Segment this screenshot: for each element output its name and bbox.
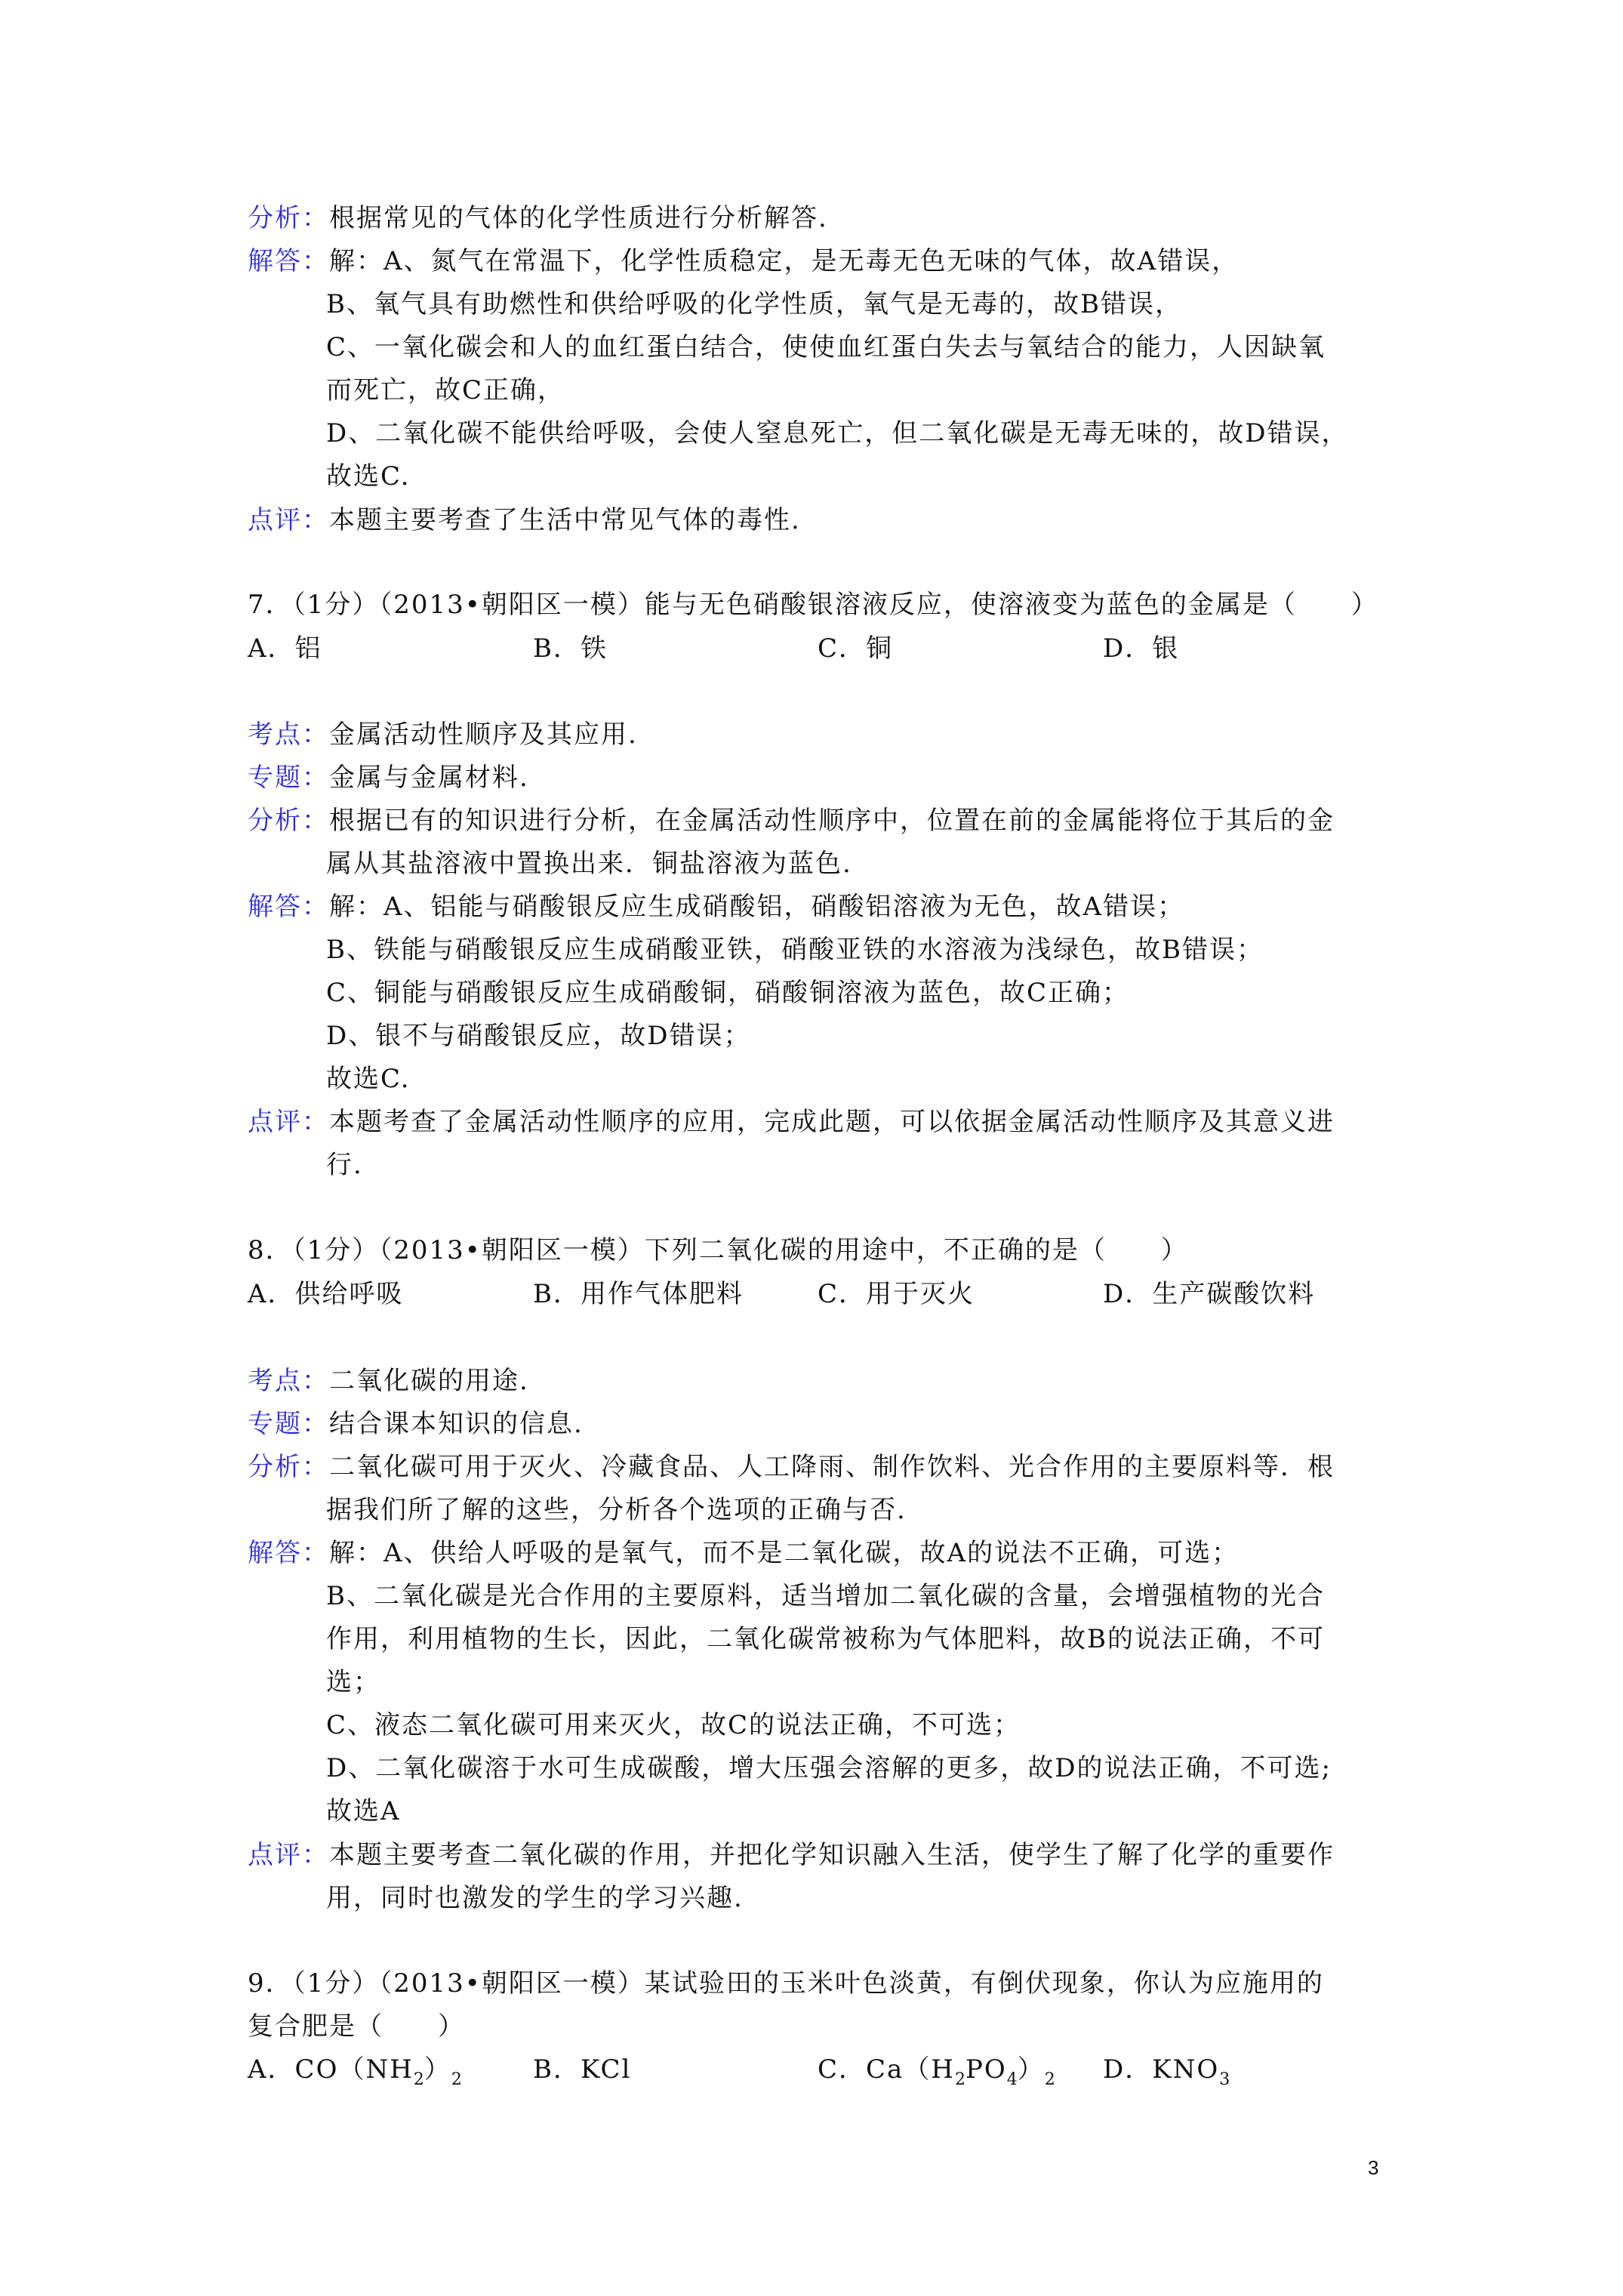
- q8-answer-line-2: B、二氧化碳是光合作用的主要原料，适当增加二氧化碳的含量，会增强植物的光合: [326, 1581, 1325, 1611]
- q8-point-line: [248, 1364, 529, 1398]
- analysis-text: 根据已有的知识进行分析，在金属活动性顺序中，位置在前的金属能将位于其后的金: [329, 806, 1335, 836]
- point-text: 金属活动性顺序及其应用.: [329, 720, 638, 750]
- q7-comment-line-1: [248, 1105, 1335, 1139]
- q9-option-a: A．$CO(NH_2)_2$: [248, 2054, 462, 2089]
- q6-answer-line-1: [248, 244, 1239, 279]
- analysis-text: 根据常见的气体的化学性质进行分析解答.: [329, 203, 828, 233]
- answer-label: 解答：: [248, 1538, 329, 1568]
- analysis-label: 分析：: [248, 1452, 329, 1482]
- q8-topic-line: [248, 1407, 584, 1441]
- q7-comment-line-2: 行.: [326, 1150, 363, 1180]
- topic-label: 专题：: [248, 1409, 329, 1439]
- q8-analysis-line-2: 据我们所了解的这些，分析各个选项的正确与否.: [326, 1495, 907, 1525]
- q7-analysis-line-2: 属从其盐溶液中置换出来．铜盐溶液为蓝色.: [326, 849, 852, 879]
- point-label: 考点：: [248, 720, 329, 750]
- q8-option-a: A．供给呼吸: [248, 1279, 404, 1309]
- point-label: 考点：: [248, 1366, 329, 1396]
- q8-answer-line-7: 故选A: [326, 1796, 401, 1826]
- comment-text: 本题考查了金属活动性顺序的应用，完成此题，可以依据金属活动性顺序及其意义进: [329, 1107, 1335, 1137]
- q7-answer-line-3: C、铜能与硝酸银反应生成硝酸铜，硝酸铜溶液为蓝色，故C正确；: [326, 978, 1130, 1008]
- q6-answer-line-5: D、二氧化碳不能供给呼吸，会使人窒息死亡，但二氧化碳是无毒无味的，故D错误，: [326, 418, 1349, 448]
- q7-point-line: [248, 717, 638, 752]
- q9-stem-line-1: 9．（1分）（2013•朝阳区一模）某试验田的玉米叶色淡黄，有倒伏现象，你认为应施用的: [248, 1968, 1324, 1999]
- comment-label: 点评：: [248, 1840, 329, 1870]
- answer-text: 解：A、氮气在常温下，化学性质稳定，是无毒无色无味的气体，故A错误，: [329, 246, 1240, 276]
- q8-answer-line-6: D、二氧化碳溶于水可生成碳酸，增大压强会溶解的更多，故D的说法正确，不可选;: [326, 1753, 1332, 1783]
- analysis-label: 分析：: [248, 806, 329, 836]
- q9-option-d: D．$KNO_3$: [1103, 2054, 1230, 2089]
- answer-text: 解：A、铝能与硝酸银反应生成硝酸铝，硝酸铝溶液为无色，故A错误；: [329, 892, 1185, 922]
- analysis-text: 二氧化碳可用于灭火、冷藏食品、人工降雨、制作饮料、光合作用的主要原料等．根: [329, 1452, 1335, 1482]
- q8-option-b: B．用作气体肥料: [533, 1279, 744, 1309]
- q8-answer-line-5: C、液态二氧化碳可用来灭火，故C的说法正确，不可选；: [326, 1710, 1021, 1740]
- q6-answer-line-4: 而死亡，故C正确，: [326, 375, 565, 405]
- q6-answer-line-2: B、氧气具有助燃性和供给呼吸的化学性质，氧气是无毒的，故B错误，: [326, 289, 1182, 319]
- q8-comment-line-1: [248, 1838, 1335, 1872]
- comment-text: 本题主要考查二氧化碳的作用，并把化学知识融入生活，使学生了解了化学的重要作: [329, 1840, 1335, 1870]
- comment-label: 点评：: [248, 505, 329, 535]
- q6-analysis-line: [248, 201, 828, 236]
- q7-answer-line-4: D、银不与硝酸银反应，故D错误；: [326, 1021, 751, 1051]
- comment-text: 本题主要考查了生活中常见气体的毒性.: [329, 505, 801, 535]
- q8-option-d: D．生产碳酸饮料: [1103, 1279, 1316, 1309]
- q8-comment-line-2: 用，同时也激发的学生的学习兴趣.: [326, 1883, 744, 1913]
- answer-label: 解答：: [248, 246, 329, 276]
- q7-option-d: D．银: [1103, 633, 1180, 664]
- topic-text: 结合课本知识的信息.: [329, 1409, 584, 1439]
- point-text: 二氧化碳的用途.: [329, 1366, 529, 1396]
- q7-stem: 7．（1分）（2013•朝阳区一模）能与无色硝酸银溶液反应，使溶液变为蓝色的金属是（ ）: [248, 590, 1378, 620]
- q8-option-c: C．用于灭火: [818, 1279, 975, 1309]
- analysis-label: 分析：: [248, 203, 329, 233]
- q9-option-c: C．$Ca(H_2PO_4)_2$: [818, 2054, 1055, 2089]
- q7-topic-line: [248, 760, 529, 795]
- q6-answer-line-6: 故选C.: [326, 461, 411, 492]
- q7-answer-line-1: [248, 889, 1184, 924]
- q9-option-b: B．KCl: [533, 2054, 632, 2085]
- q7-analysis-line-1: [248, 803, 1335, 838]
- q9-stem-line-2: 复合肥是（ ）: [248, 2011, 465, 2042]
- q8-analysis-line-1: [248, 1450, 1335, 1484]
- q7-answer-line-5: 故选C.: [326, 1064, 411, 1094]
- q8-answer-line-4: 选；: [326, 1667, 380, 1697]
- q7-answer-line-2: B、铁能与硝酸银反应生成硝酸亚铁，硝酸亚铁的水溶液为浅绿色，故B错误；: [326, 935, 1264, 965]
- q7-option-b: B．铁: [533, 633, 608, 664]
- answer-text: 解：A、供给人呼吸的是氧气，而不是二氧化碳，故A的说法不正确，可选；: [329, 1538, 1240, 1568]
- topic-text: 金属与金属材料.: [329, 763, 529, 793]
- q8-answer-line-3: 作用，利用植物的生长，因此，二氧化碳常被称为气体肥料，故B的说法正确，不可: [326, 1624, 1325, 1654]
- page-number: 3: [1368, 2156, 1379, 2179]
- q7-option-a: A．铝: [248, 633, 322, 664]
- comment-label: 点评：: [248, 1107, 329, 1137]
- q8-answer-line-1: [248, 1536, 1239, 1570]
- q6-comment-line: [248, 503, 801, 538]
- q7-option-c: C．铜: [818, 633, 894, 664]
- q8-stem: 8．（1分）（2013•朝阳区一模）下列二氧化碳的用途中，不正确的是（ ）: [248, 1235, 1188, 1265]
- q6-answer-line-3: C、一氧化碳会和人的血红蛋白结合，使使血红蛋白失去与氧结合的能力，人因缺氧: [326, 332, 1326, 362]
- answer-label: 解答：: [248, 892, 329, 922]
- topic-label: 专题：: [248, 763, 329, 793]
